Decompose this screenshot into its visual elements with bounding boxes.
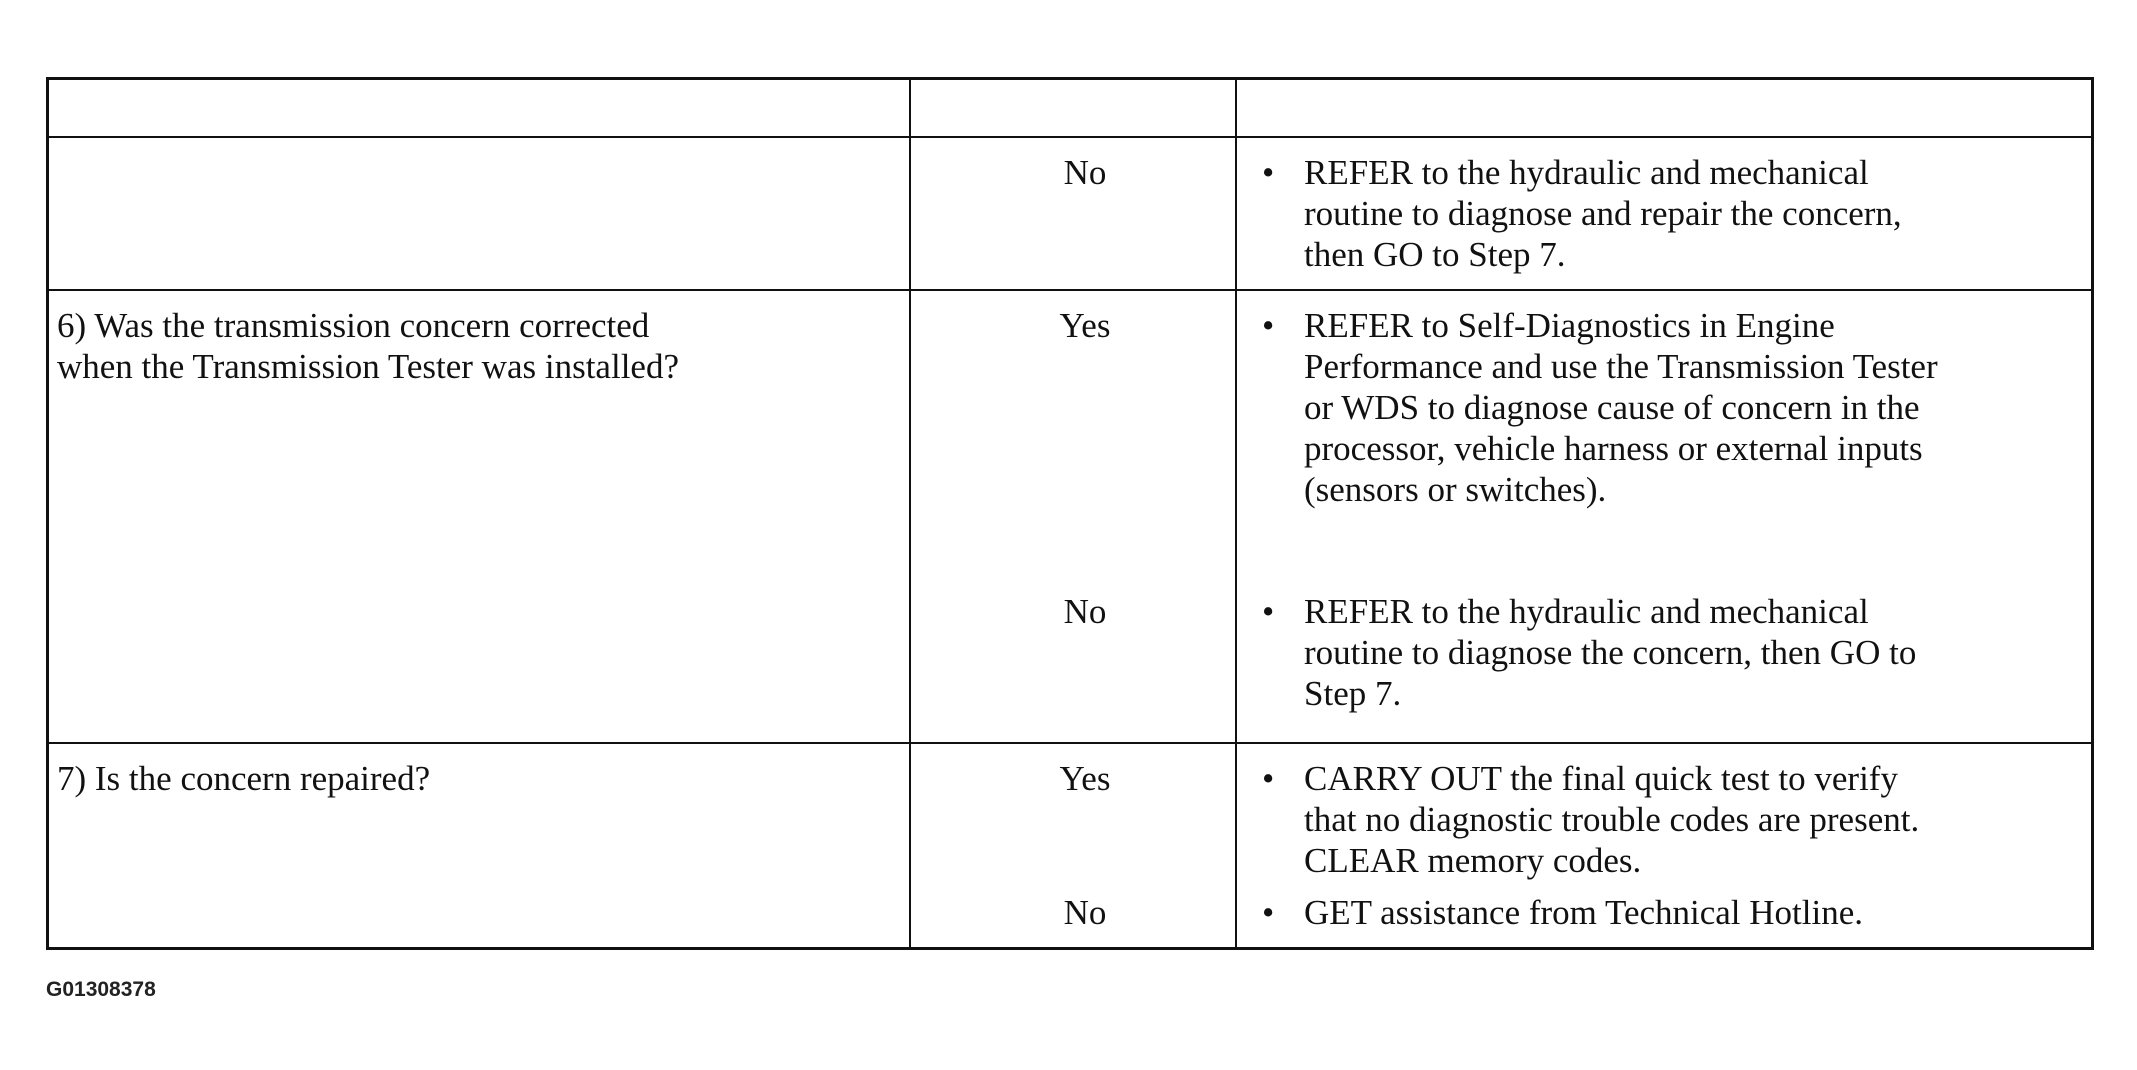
answer-yes: Yes — [1059, 759, 1111, 798]
question-step-7 — [57, 758, 430, 799]
column-divider — [909, 80, 911, 136]
table-row — [49, 744, 2091, 947]
bullet-icon: • — [1262, 592, 1275, 631]
column-divider — [909, 138, 911, 289]
action-line: routine to diagnose and repair the concern, — [1304, 194, 1902, 233]
action-line: REFER to Self-Diagnostics in Engine — [1304, 306, 1835, 345]
diagnostic-table — [46, 77, 2094, 950]
action-line: GET assistance from Technical Hotline. — [1304, 893, 1864, 932]
column-divider — [1235, 291, 1237, 742]
action-item — [1262, 892, 1863, 933]
action-line: that no diagnostic trouble codes are present. — [1304, 800, 1920, 839]
table-header-row — [49, 80, 2091, 138]
action-line: REFER to the hydraulic and mechanical — [1304, 153, 1869, 192]
column-divider — [1235, 744, 1237, 947]
question-line: 6) Was the transmission concern corrected — [57, 306, 650, 345]
column-divider — [1235, 80, 1237, 136]
question-line: when the Transmission Tester was installed? — [57, 347, 679, 386]
column-divider — [909, 744, 911, 947]
bullet-icon: • — [1262, 306, 1275, 345]
action-item — [1262, 305, 1938, 510]
figure-id: G01308378 — [46, 978, 156, 1001]
answer-no: No — [1063, 153, 1107, 192]
answer-no: No — [1063, 893, 1107, 932]
action-line: then GO to Step 7. — [1304, 235, 1566, 274]
action-item — [1262, 591, 1916, 714]
action-line: CLEAR memory codes. — [1304, 841, 1642, 880]
action-line: REFER to the hydraulic and mechanical — [1304, 592, 1869, 631]
action-item — [1262, 152, 1902, 275]
question-line: 7) Is the concern repaired? — [57, 759, 431, 798]
column-divider — [909, 291, 911, 742]
bullet-icon: • — [1262, 153, 1275, 192]
answer-no: No — [1063, 592, 1107, 631]
action-line: routine to diagnose the concern, then GO to — [1304, 633, 1917, 672]
action-line: Performance and use the Transmission Tester — [1304, 347, 1938, 386]
column-divider — [1235, 138, 1237, 289]
answer-yes: Yes — [1059, 306, 1111, 345]
action-line: (sensors or switches). — [1304, 470, 1607, 509]
table-row — [49, 291, 2091, 744]
action-line: Step 7. — [1304, 674, 1402, 713]
table-row — [49, 138, 2091, 291]
bullet-icon: • — [1262, 759, 1275, 798]
action-line: processor, vehicle harness or external inputs — [1304, 429, 1923, 468]
bullet-icon: • — [1262, 893, 1275, 932]
action-line: CARRY OUT the final quick test to verify — [1304, 759, 1898, 798]
question-step-6 — [57, 305, 679, 387]
action-line: or WDS to diagnose cause of concern in the — [1304, 388, 1920, 427]
action-item — [1262, 758, 1919, 881]
